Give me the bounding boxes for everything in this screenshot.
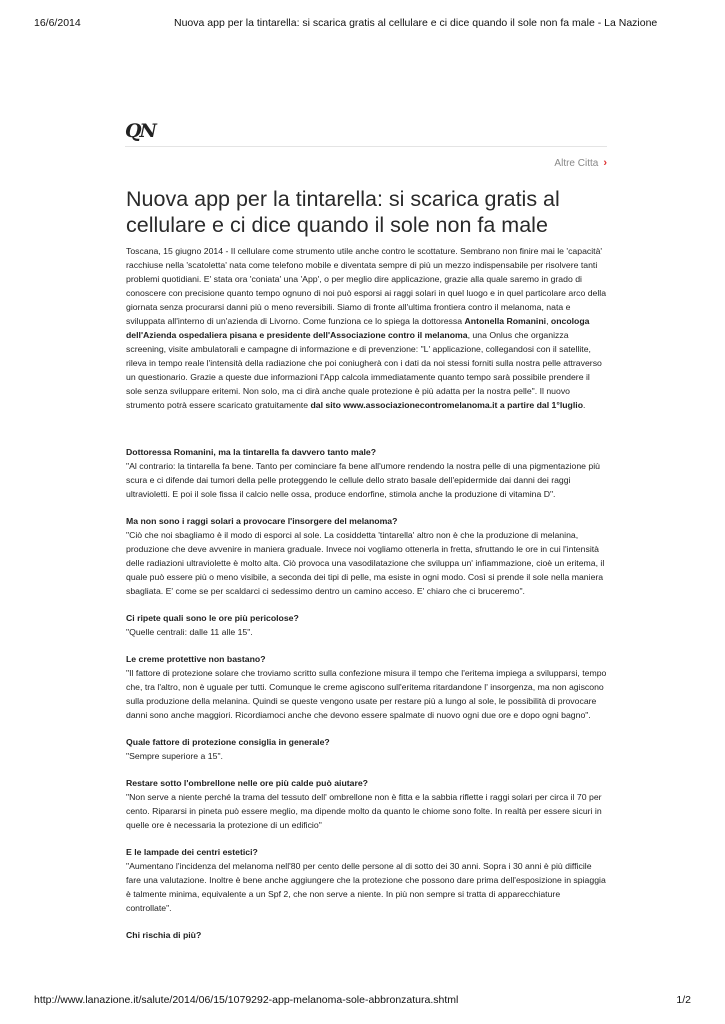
- qa-item: [126, 611, 608, 639]
- qa-answer: "Il fattore di protezione solare che troviamo scritto sulla confezione misura il tempo che l'eritema impiega a svilupparsi, tempo che, tra l'altro, non è uguale per tutti. Comunque le creme agiscono sull'eritema ritardandone l' insorgenza, ma non agiscono sulla produzione della melanina. Quindi se queste vengono usate per restare più a lungo al sole, le possibilità di provocare danni sono anche maggiori. Ricordiamoci anche che devono essere spalmate di nuovo ogni due ore e dopo ogni bagno".: [126, 668, 607, 720]
- qn-logo[interactable]: QN: [125, 120, 155, 142]
- print-url: http://www.lanazione.it/salute/2014/06/15/1079292-app-melanoma-sole-abbronzatura.shtml: [34, 994, 459, 1006]
- print-page-title: Nuova app per la tintarella: si scarica gratis al cellulare e ci dice quando il sole non fa male - La Nazione: [174, 17, 658, 29]
- qa-question: Restare sotto l'ombrellone nelle ore più calde può aiutare?: [126, 778, 368, 788]
- qa-answer: "Ciò che noi sbagliamo è il modo di esporci al sole. La cosiddetta 'tintarella' altro non è che la produzione di melanina, produzione che deve avvenire in maniera graduale. Invece noi vogliamo ottenerla in fretta, sfruttando le ore in cui l'intensità delle radiazioni ultraviolette è molto alta. Ciò provoca una vasodilatazione che sviluppa un' infiammazione, cioè un eritema, il quale può essere più o meno visibile, a seconda dei tipi di pelle, ma esiste in ogni modo. Così si prende il sole nella maniera sbagliata. E' come se per scaldarci ci sedessimo dentro un camino acceso. E' chiaro che ci bruceremo".: [126, 530, 605, 596]
- qa-answer: "Al contrario: la tintarella fa bene. Tanto per cominciare fa bene all'umore rendendo la nostra pelle di una pigmentazione più scura e ci difende dai tumori della pelle proteggendo le cellule dello strato basale dell'epidermide dai danni dei raggi ultravioletti. E poi il sole fissa il calcio nelle ossa, produce endorfine, stimola anche la produzione di vitamina D".: [126, 461, 600, 499]
- chevron-right-icon: ›: [603, 157, 607, 169]
- qa-item: [126, 735, 608, 763]
- article-body: [126, 244, 608, 942]
- print-footer: [34, 994, 691, 1008]
- qa-question: Ma non sono i raggi solari a provocare l'insorgere del melanoma?: [126, 516, 398, 526]
- qa-item: [126, 445, 608, 501]
- qa-question: Ci ripete quali sono le ore più pericolose?: [126, 613, 299, 623]
- qa-question: E le lampade dei centri estetici?: [126, 847, 258, 857]
- altre-citta-label: Altre Citta: [554, 157, 599, 169]
- qa-item: [126, 514, 608, 598]
- qa-item: [126, 845, 608, 915]
- doctor-name: Antonella Romanini: [464, 316, 547, 326]
- qa-item: [126, 652, 608, 722]
- qa-question: Le creme protettive non bastano?: [126, 654, 266, 664]
- doctor-role: oncologa dell'Azienda ospedaliera pisana e presidente dell'Associazione contro il melanoma: [126, 316, 590, 340]
- article-intro: Toscana, 15 giugno 2014 - Il cellulare come strumento utile anche contro le scottature. Sembrano non finire mai le 'capacità' racchiuse nella 'scatoletta' nata come telefono mobile e diventata sempre di più un mezzo indispensabile per risolvere tanti problemi quotidiani. E' stata ora 'coniata' una 'App', o per meglio dire applicazione, grazie alla quale saremo in grado di conoscere con precisione quanto tempo ognuno di noi può esporsi ai raggi solari in quel luogo e in quel particolare arco della giornata senza procurarsi danni più o meno reversibili. Siamo di fronte all'ultima frontiera contro il melanoma, nata e sviluppata all'interno di un'azienda di Livorno. Come funziona ce lo spiega la dottoressa Antonella Romanini, oncologa dell'Azienda ospedaliera pisana e presidente dell'Associazione contro il melanoma, una Onlus che organizza screening, visite ambulatorali e campagne di informazione e di prevenzione: "L' applicazione, collegandosi con il satellite, rileva in tempo reale l'intensità della radiazione che poi coniugherà con i dati da noi stessi forniti sulla nostra pelle attraverso un questionario. Grazie a queste due informazioni l'App calcola immediatamente quanto tempo sarà possibile prendere il sole senza sviluppare eritemi. Non solo, ma ci dirà anche quale protezione è più adatta per la nostra pelle". Il nuovo strumento potrà essere scaricato gratuitamente dal sito www.associazionecontromelanoma.it a partire dal 1°luglio.: [126, 246, 607, 410]
- header-divider: [125, 146, 607, 147]
- qa-question: Quale fattore di protezione consiglia in generale?: [126, 737, 330, 747]
- qa-answer: "Quelle centrali: dalle 11 alle 15".: [126, 627, 253, 637]
- print-page-number: 1/2: [676, 994, 691, 1006]
- qa-answer: "Sempre superiore a 15".: [126, 751, 223, 761]
- print-date: 16/6/2014: [34, 17, 81, 29]
- qa-item: [126, 928, 608, 942]
- qa-question: Dottoressa Romanini, ma la tintarella fa davvero tanto male?: [126, 447, 377, 457]
- qa-answer: "Aumentano l'incidenza del melanoma nell'80 per cento delle persone al di sotto dei 30 anni. Sopra i 30 anni è più difficile fare una valutazione. Inoltre è bene anche aggiungere che la protezione che possono dare prima dell'esposizione in spiaggia è talmente minima, equivalente a un Spf 2, che non serve a niente. In più non sempre si tratta di apparecchiature controllate".: [126, 861, 606, 913]
- qa-question: Chi rischia di più?: [126, 930, 202, 940]
- altre-citta-link[interactable]: [554, 157, 607, 169]
- qa-answer: "Non serve a niente perché la trama del tessuto dell' ombrellone non è fitta e la sabbia riflette i raggi solari per circa il 70 per cento. Ripararsi in pineta può essere meglio, ma dipende molto da quanto le chiome sono folte. In realtà per essere sicuri in quelle ore è necessaria la protezione di un edificio": [126, 792, 602, 830]
- qa-item: [126, 776, 608, 832]
- download-info: dal sito www.associazionecontromelanoma.it a partire dal 1°luglio: [310, 400, 583, 410]
- article-headline: Nuova app per la tintarella: si scarica gratis al cellulare e ci dice quando il sole non fa male: [126, 187, 560, 237]
- print-header: [34, 17, 691, 31]
